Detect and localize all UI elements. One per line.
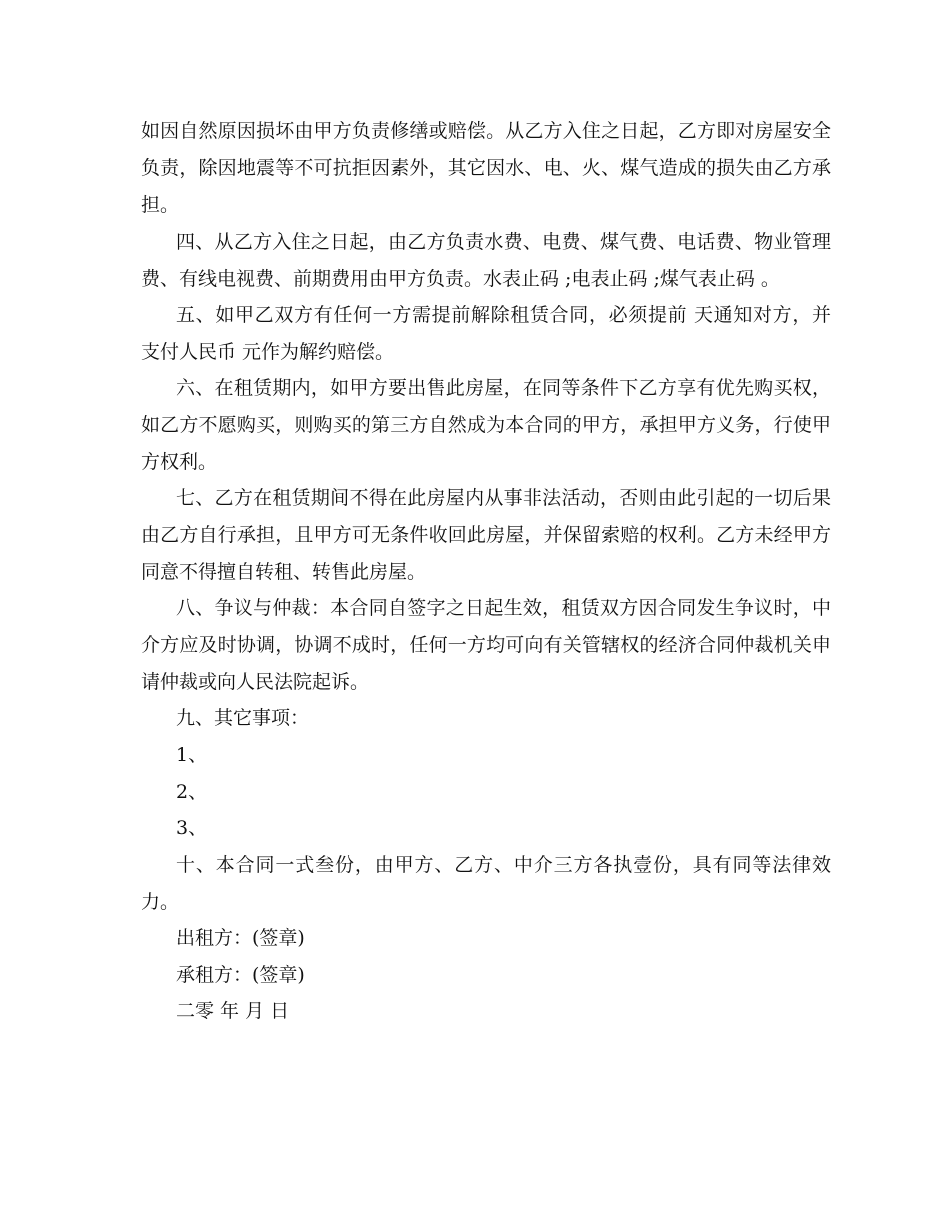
clause-9-heading: 九、其它事项： — [176, 707, 310, 729]
text-line: 由乙方自行承担，且甲方可无条件收回此房屋，并保留索赔的权利。乙方未经甲方 — [141, 524, 831, 546]
list-item: 3、 — [176, 817, 208, 839]
list-item: 1、 — [176, 744, 208, 766]
text-line: 介方应及时协调，协调不成时，任何一方均可向有关管辖权的经济合同仲裁机关申 — [141, 634, 831, 656]
text-line: 支付人民币 元作为解约赔偿。 — [141, 341, 395, 363]
clause-5-line: 五、如甲乙双方有任何一方需提前解除租赁合同，必须提前 天通知对方，并 — [176, 304, 831, 326]
text-line: 负责，除因地震等不可抗拒因素外，其它因水、电、火、煤气造成的损失由乙方承 — [141, 157, 831, 179]
clause-6-line: 六、在租赁期内，如甲方要出售此房屋，在同等条件下乙方享有优先购买权， — [176, 377, 831, 399]
text-line: 担。 — [141, 194, 180, 216]
list-item: 2、 — [176, 781, 208, 803]
clause-8-line: 八、争议与仲裁：本合同自签字之日起生效，租赁双方因合同发生争议时，中 — [176, 597, 831, 619]
text-line: 请仲裁或向人民法院起诉。 — [141, 671, 370, 693]
date-line: 二零 年 月 日 — [176, 1000, 290, 1022]
clause-4-line: 四、从乙方入住之日起，由乙方负责水费、电费、煤气费、电话费、物业管理 — [176, 231, 831, 253]
text-line: 如乙方不愿购买，则购买的第三方自然成为本合同的甲方，承担甲方义务，行使甲 — [141, 414, 831, 436]
lessor-signature-line: 出租方：(签章) — [176, 927, 305, 949]
clause-10-line: 十、本合同一式叁份，由甲方、乙方、中介三方各执壹份，具有同等法律效 — [176, 854, 831, 876]
text-line: 力。 — [141, 891, 180, 913]
lessee-signature-line: 承租方：(签章) — [176, 964, 305, 986]
text-line: 费、有线电视费、前期费用由甲方负责。水表止码 ;电表止码 ;煤气表止码 。 — [141, 268, 780, 290]
clause-7-line: 七、乙方在租赁期间不得在此房屋内从事非法活动，否则由此引起的一切后果 — [176, 487, 831, 509]
text-line: 同意不得擅自转租、转售此房屋。 — [141, 561, 427, 583]
text-line: 方权利。 — [141, 451, 218, 473]
text-line: 如因自然原因损坏由甲方负责修缮或赔偿。从乙方入住之日起，乙方即对房屋安全 — [141, 120, 831, 142]
